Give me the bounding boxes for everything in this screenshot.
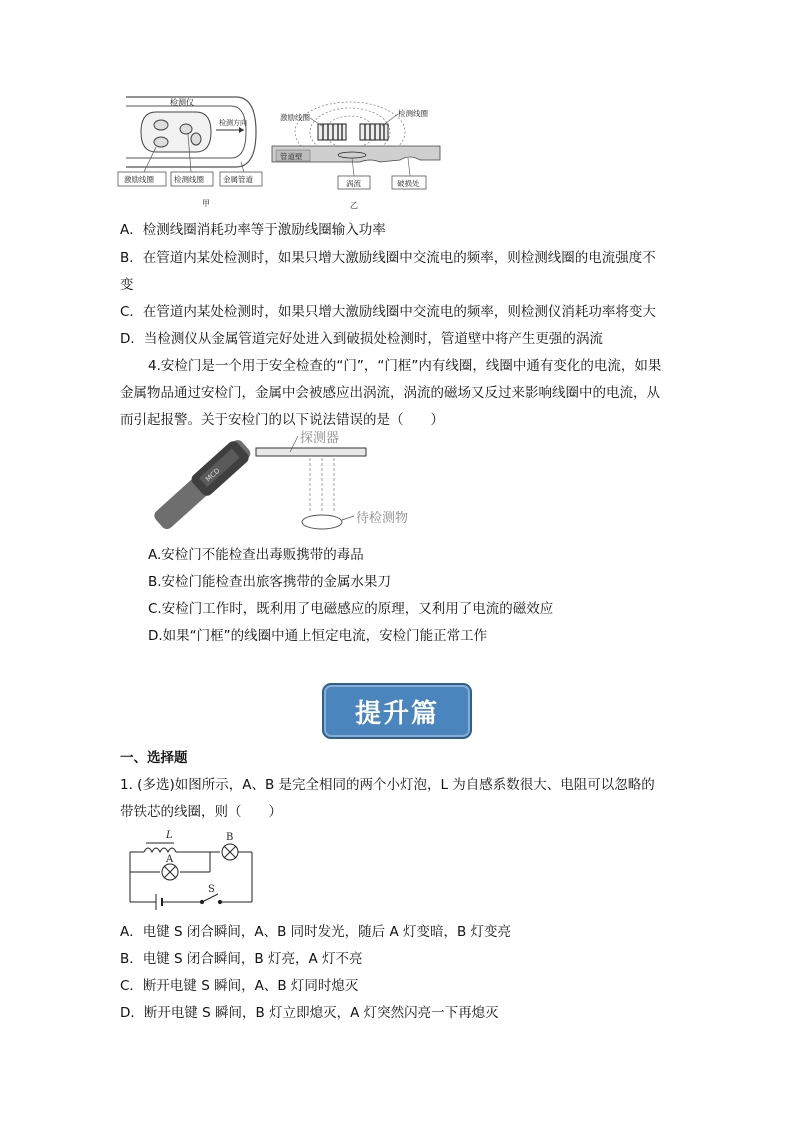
q3-option-a: A．检测线圈消耗功率等于激励线圈输入功率 [120,222,386,238]
q1-option-d: D．断开电键 S 瞬间，B 灯立即熄灭，A 灯突然闪亮一下再熄灭 [120,1005,499,1021]
yi-eddy: 涡流 [346,179,361,188]
yi-detect-coil: 检测线圈 [398,109,428,118]
label-detect-coil: 检测线圈 [174,175,204,184]
yi-damage: 破损处 [397,179,420,188]
q3-option-b: B．在管道内某处检测时，如果只增大激励线圈中交流电的频率，则检测线圈的电流强度不 [120,250,656,266]
section-banner: 提升篇 [322,683,472,739]
circuit-label-B: B [226,832,234,843]
q3-option-d: D．当检测仪从金属管道完好处进入到破损处检测时，管道壁中将产生更强的涡流 [120,331,603,347]
q4-option-a: A.安检门不能检查出毒贩携带的毒品 [148,547,364,563]
detector-label: 检测仪 [170,98,194,107]
circuit-label-L: L [166,830,173,841]
q3-option-b-cont: 变 [120,277,134,293]
q4-option-d: D.如果“门框”的线圈中通上恒定电流，安检门能正常工作 [148,628,488,644]
q1-stem-line2: 带铁芯的线圈，则（ ） [120,804,282,820]
yi-pipe-wall: 管道壁 [280,152,303,161]
figure-jia [116,92,264,212]
q3-option-c: C．在管道内某处检测时，如果只增大激励线圈中交流电的频率，则检测仪消耗功率将变大 [120,304,656,320]
yi-excite-coil: 激励线圈 [280,113,310,122]
section-heading: 一、选择题 [120,750,188,766]
circuit-label-A: A [166,854,174,865]
figure-detector [150,428,450,532]
figure-yi [270,100,445,212]
probe-label: 探测器 [300,431,340,446]
q1-stem-line1: 1. (多选)如图所示，A、B 是完全相同的两个小灯泡，L 为自感系数很大、电阻可以忽略的 [120,777,655,793]
q4-option-c: C.安检门工作时，既利用了电磁感应的原理，又利用了电流的磁效应 [148,601,554,617]
direction-label: 检测方向 [219,119,247,127]
q1-option-c: C．断开电键 S 瞬间，A、B 灯同时熄灭 [120,978,359,994]
label-excite-coil: 激励线圈 [124,175,154,184]
q4-stem-line2: 金属物品通过安检门，金属中会被感应出涡流，涡流的磁场又反过来影响线圈中的电流，从 [120,385,660,401]
q4-stem-line1: 4.安检门是一个用于安全检查的“门”，“门框”内有线圈，线圈中通有变化的电流，如果 [148,358,662,374]
caption-jia: 甲 [202,199,210,208]
label-metal-pipe: 金属管道 [223,175,253,184]
circuit-label-S: S [208,884,215,895]
object-label: 待检测物 [356,511,409,526]
q1-option-b: B．电键 S 闭合瞬间，B 灯亮，A 灯不亮 [120,951,363,967]
svg-text:MCD: MCD [204,466,222,484]
circuit-diagram [122,828,262,914]
q4-stem-line3: 而引起报警。关于安检门的以下说法错误的是（ ） [120,412,444,428]
q4-option-b: B.安检门能检查出旅客携带的金属水果刀 [148,574,392,590]
q1-option-a: A．电键 S 闭合瞬间，A、B 同时发光，随后 A 灯变暗，B 灯变亮 [120,924,512,940]
caption-yi: 乙 [350,201,358,210]
